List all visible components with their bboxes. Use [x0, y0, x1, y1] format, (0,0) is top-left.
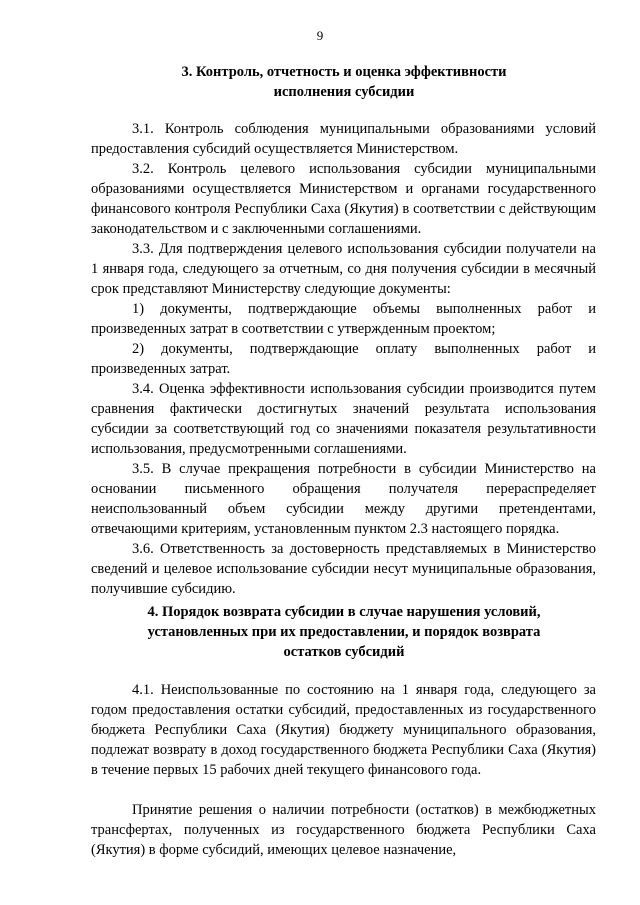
- section-4-heading-line2: установленных при их предоставлении, и порядок возврата: [147, 624, 541, 640]
- paragraph-3-3: 3.3. Для подтверждения целевого использования субсидии получатели на 1 января года, следующего за отчетным, со дня получения субсидии в месячный срок представляют Министерству следующие документы:: [91, 241, 596, 297]
- paragraph-3-2: 3.2. Контроль целевого использования субсидии муниципальными образованиями осуществляется Министерством и органами государственного финансового контроля Республики Саха (Якутия) в соответствии с действующим законодательством и с заключенными соглашениями.: [91, 161, 596, 237]
- paragraph-4-1: 4.1. Неиспользованные по состоянию на 1 января года, следующего за годом предоставления остатки субсидий, предоставленных из государственного бюджета Республики Саха (Якутия) бюджету муниципального образования, подлежат возврату в доход государственного бюджета Республики Саха (Якутия) в течение первых 15 рабочих дней текущего финансового года.: [91, 682, 596, 778]
- paragraph-3-6: 3.6. Ответственность за достоверность представляемых в Министерство сведений и целевое использование субсидии несут муниципальные образования, получившие субсидию.: [91, 541, 596, 597]
- paragraph-3-5: 3.5. В случае прекращения потребности в субсидии Министерство на основании письменного обращения получателя перераспределяет неиспользованный объем субсидии между другими претендентами, отвечающими критериям, установленным пунктом 2.3 настоящего порядка.: [91, 461, 596, 537]
- paragraph-4-1-continuation: Принятие решения о наличии потребности (остатков) в межбюджетных трансфертах, полученных из государственного бюджета Республики Саха (Якутия) в форме субсидий, имеющих целевое назначение,: [91, 802, 596, 858]
- paragraph-3-4: 3.4. Оценка эффективности использования субсидии производится путем сравнения фактически достигнутых значений результата использования субсидии за соответствующий год со значениями показателя результативности использования, предусмотренными соглашениями.: [91, 381, 596, 457]
- paragraph-3-1: 3.1. Контроль соблюдения муниципальными образованиями условий предоставления субсидий осуществляется Министерством.: [91, 121, 596, 157]
- section-3-heading-line1: 3. Контроль, отчетность и оценка эффективности: [181, 64, 507, 80]
- section-4-heading: [100, 602, 588, 662]
- section-3-heading-line2: исполнения субсидии: [273, 84, 415, 100]
- paragraph-3-3-item-2: 2) документы, подтверждающие оплату выполненных работ и произведенных затрат.: [91, 341, 596, 377]
- section-4-heading-line1: 4. Порядок возврата субсидии в случае нарушения условий,: [147, 604, 541, 620]
- paragraph-3-3-item-1: 1) документы, подтверждающие объемы выполненных работ и произведенных затрат в соответствии с утвержденным проектом;: [91, 301, 596, 337]
- section-3-heading: [100, 62, 588, 102]
- section-4-heading-line3: остатков субсидий: [283, 644, 405, 660]
- page-number: 9: [316, 28, 324, 43]
